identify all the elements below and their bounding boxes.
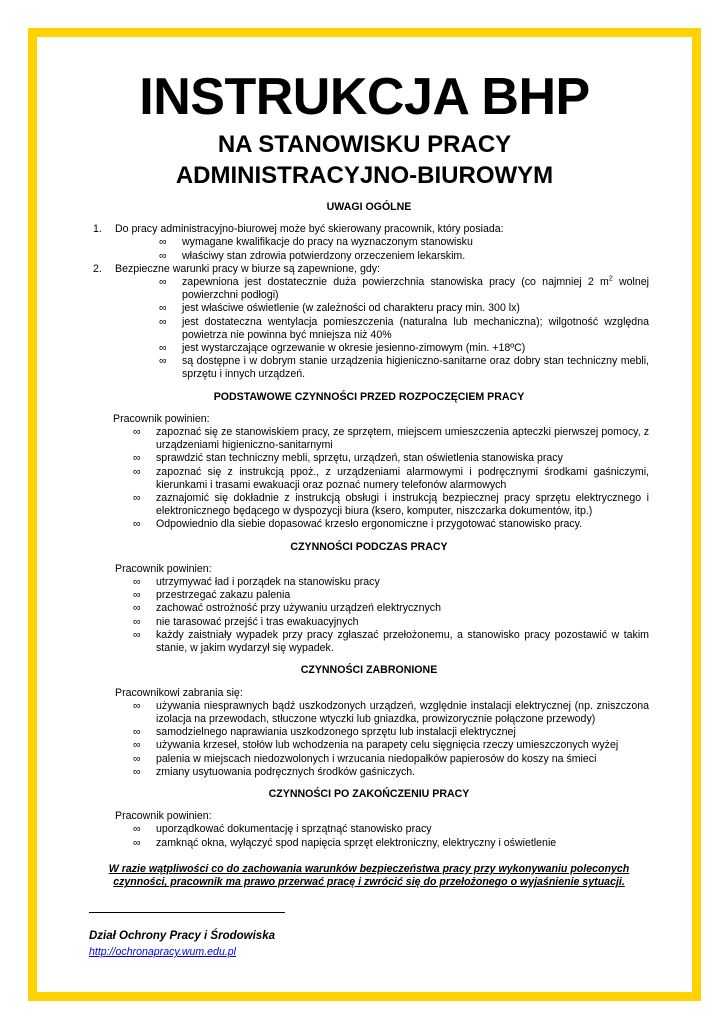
item-text: Bezpieczne warunki pracy w biurze są zapewnione, gdy: (115, 262, 380, 275)
section-lead: Pracownik powinien: (115, 562, 212, 575)
instruction-body (89, 201, 649, 890)
subtitle-line-1: NA STANOWISKU PRACY (217, 131, 512, 158)
bullet-item: ∞ sprawdzić stan techniczny mebli, sprzętu, urządzeń, stan oświetlenia stanowiska pracy (133, 452, 563, 465)
bullet-icon: ∞ (133, 823, 141, 836)
bullet-item: ∞ nie tarasować przejść i tras ewakuacyjnych (133, 615, 359, 628)
bullet-item: ∞ palenia w miejscach niedozwolonych i wrzucania niedopałków papierosów do koszy na śmieci (133, 752, 597, 765)
bullet-item: ∞ samodzielnego naprawiania uszkodzonego sprzętu lub instalacji elektrycznej (133, 726, 516, 739)
department-website-link[interactable]: http://ochronapracy.wum.edu.pl (89, 946, 237, 958)
bullet-icon: ∞ (133, 699, 141, 712)
bullet-item: ∞ używania niesprawnych bądź uszkodzonych urządzeń, względnie instalacji elektrycznej (np. zniszczona izolacja na przewodach, stłuczone wtyczki lub gniazdka, prowizorycznie połączone przewody) (133, 699, 649, 725)
bullet-list (89, 700, 649, 779)
section-heading-during-work: CZYNNOŚCI PODCZAS PRACY (290, 540, 448, 553)
bullet-item: ∞ zapewniona jest dostatecznie duża powierzchnia stanowiska pracy (co najmniej 2 $m^2$ wolnej powierzchni podłogi) (159, 275, 649, 302)
bullet-list (89, 426, 649, 532)
numbered-item-1 (89, 223, 649, 263)
bullet-item: ∞ jest dostateczna wentylacja pomieszczenia (naturalna lub mechaniczna); wilgotność względna powietrza nie powinna być mniejsza niż 40% (159, 315, 649, 341)
numbered-item-2 (89, 263, 649, 382)
document-title: INSTRUKCJA BHP (139, 68, 590, 126)
bullet-item: ∞ wymagane kwalifikacje do pracy na wyznaczonym stanowisku (159, 236, 473, 249)
bullet-item: ∞ przestrzegać zakazu palenia (133, 589, 291, 602)
bullet-item: ∞ każdy zaistniały wypadek przy pracy zgłaszać przełożonemu, a stanowisko pracy pozostawić w takim stanie, w jakim wydarzył się wypadek. (133, 628, 649, 655)
bullet-icon: ∞ (159, 302, 167, 315)
bullet-icon: ∞ (159, 236, 167, 249)
bullet-item: ∞ zachować ostrożność przy używaniu urządzeń elektrycznych (133, 602, 441, 615)
section-heading-general-notes: UWAGI OGÓLNE (326, 201, 412, 213)
section-heading-after-work: CZYNNOŚCI PO ZAKOŃCZENIU PRACY (268, 787, 470, 800)
item-number: 1. (93, 223, 102, 236)
bullet-icon: ∞ (159, 355, 167, 368)
bullet-icon: ∞ (133, 576, 141, 589)
bullet-item: ∞ Odpowiednio dla siebie dopasować krzesło ergonomiczne i przygotować stanowisko pracy. (133, 518, 583, 531)
bullet-item: ∞ właściwy stan zdrowia potwierdzony orzeczeniem lekarskim. (159, 249, 466, 262)
signature-line (89, 912, 285, 913)
bullet-icon: ∞ (159, 315, 167, 328)
bullet-icon: ∞ (133, 602, 141, 615)
bullet-icon: ∞ (133, 836, 141, 849)
section-lead: Pracownik powinien: (115, 810, 212, 823)
bullet-item: ∞ zamknąć okna, wyłączyć spod napięcia sprzęt elektroniczny, elektryczny i oświetlenie (133, 836, 557, 849)
subtitle-line-2: ADMINISTRACYJNO-BIUROWYM (175, 162, 554, 189)
bullet-icon: ∞ (159, 342, 167, 355)
section-heading-forbidden: CZYNNOŚCI ZABRONIONE (300, 664, 438, 677)
bullet-icon: ∞ (133, 465, 141, 478)
bullet-icon: ∞ (133, 628, 141, 641)
bullet-icon: ∞ (133, 589, 141, 602)
item-number: 2. (93, 262, 102, 275)
bullet-icon: ∞ (133, 739, 141, 752)
section-heading-before-work: PODSTAWOWE CZYNNOŚCI PRZED ROZPOCZĘCIEM PRACY (213, 390, 525, 403)
item-text: Do pracy administracyjno-biurowej może być skierowany pracownik, który posiada: (115, 223, 504, 236)
bullet-item: ∞ zaznajomić się dokładnie z instrukcją obsługi i instrukcją bezpiecznej pracy sprzętu elektrycznego i elektronicznego będącego w dyspozycji biura (ksero, komputer, niszczarka dokumentów, itp.) (133, 492, 649, 518)
bullet-list (89, 576, 649, 655)
bullet-item: ∞ uporządkować dokumentację i sprzątnąć stanowisko pracy (133, 823, 432, 836)
bullet-icon: ∞ (133, 518, 141, 531)
section-lead: Pracownikowi zabrania się: (115, 686, 243, 699)
bullet-item: ∞ używania krzeseł, stołów lub wchodzenia na parapety celu sięgnięcia rzeczy umieszczonych wyżej (133, 739, 619, 752)
bullet-item: ∞ zapoznać się ze stanowiskiem pracy, ze sprzętem, miejscem umieszczenia apteczki pierwszej pomocy, z urządzeniami higieniczno-sanitarnymi (133, 426, 649, 452)
bullet-icon: ∞ (133, 615, 141, 628)
bullet-item: ∞ są dostępne i w dobrym stanie urządzenia higieniczno-sanitarne oraz dobry stan techniczny mebli, sprzętu i innych urządzeń. (159, 355, 649, 381)
bullet-icon: ∞ (133, 426, 141, 439)
bullet-icon: ∞ (133, 726, 141, 739)
department-name: Dział Ochrony Pracy i Środowiska (89, 930, 275, 942)
bullet-list (115, 236, 649, 262)
bullet-icon: ∞ (159, 276, 167, 289)
bullet-item: ∞ jest właściwe oświetlenie (w zależności od charakteru pracy min. 300 lx) (159, 302, 520, 315)
general-notes-list (89, 223, 649, 381)
section-lead: Pracownik powinien: (113, 412, 210, 425)
document-subtitle (37, 129, 692, 191)
bullet-list (89, 823, 649, 849)
bullet-item: ∞ zapoznać się z instrukcją ppoż., z urządzeniami alarmowymi i podręcznymi środkami gaśniczymi, kierunkami i trasami ewakuacji oraz poznać numery telefonów alarmowych (133, 465, 649, 491)
safety-note: W razie wątpliwości co do zachowania warunków bezpieczeństwa pracy przy wykonywaniu poleconych czynności, pracownik ma prawo przerwać pracę i zwrócić się do przełożonego o wyjaśnienie sytuacji. (108, 862, 630, 889)
bullet-item: ∞ utrzymywać ład i porządek na stanowisku pracy (133, 576, 380, 589)
bullet-icon: ∞ (133, 452, 141, 465)
yellow-border-frame (28, 28, 701, 1001)
bullet-item: ∞ jest wystarczające ogrzewanie w okresie jesienno-zimowym (min. +18ºC) (159, 342, 526, 355)
bullet-list (115, 276, 649, 382)
bullet-icon: ∞ (133, 765, 141, 778)
bullet-icon: ∞ (133, 492, 141, 505)
bullet-icon: ∞ (159, 249, 167, 262)
bullet-item: ∞ zmiany usytuowania podręcznych środków gaśniczych. (133, 765, 416, 778)
bullet-icon: ∞ (133, 752, 141, 765)
